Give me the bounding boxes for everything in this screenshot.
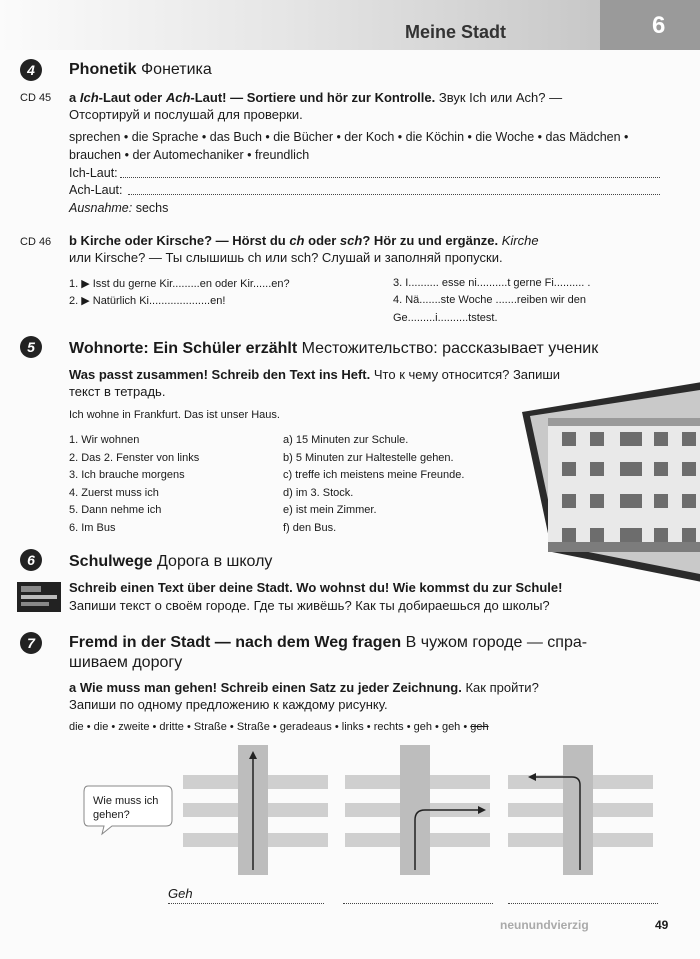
exercise-6-badge: 6: [20, 549, 42, 571]
task-4b-oder: oder: [308, 233, 337, 248]
match-right-b: b) 5 Minuten zur Haltestelle gehen.: [283, 451, 454, 464]
task-4b-end: ? Hör zu und ergänze.: [362, 233, 499, 248]
exception: [69, 201, 168, 215]
word-bank-7-words: die • die • zweite • dritte • Straße • Straße • geradeaus • links • rechts • geh • geh •: [69, 721, 468, 733]
task-4b-ch: ch: [289, 233, 305, 248]
item-3: 3. I.......... esse ni..........t gerne Fi.......... .: [393, 277, 591, 289]
exercise-4-badge: 4: [20, 59, 42, 81]
exercise-6-title-ru: Дорога в школу: [157, 553, 273, 570]
workbook-icon: [17, 582, 61, 612]
match-left-3: 3. Ich brauche morgens: [69, 469, 185, 482]
answer-line-3[interactable]: [508, 903, 658, 904]
task-4b-kirche: Kirche: [501, 233, 539, 248]
task-7a: [69, 680, 539, 695]
match-right-d: d) im 3. Stock.: [283, 486, 354, 499]
task-5-ru2: текст в тетрадь.: [69, 384, 166, 399]
answer-line-2[interactable]: [343, 903, 493, 904]
task-4a-mid2: -Laut! — Sortiere und hör zur Kontrolle.: [190, 90, 436, 105]
item-4: 4. Nä.......ste Woche .......reiben wir den: [393, 294, 586, 306]
exception-word: sechs: [135, 201, 169, 215]
word-list-line1: sprechen • die Sprache • das Buch • die Bücher • der Koch • die Köchin • die Woche • das Mädchen •: [69, 130, 629, 144]
match-left-2: 2. Das 2. Fenster von links: [69, 451, 200, 464]
chapter-box: [600, 0, 700, 50]
street-map-2: [345, 745, 490, 875]
footer-page-number: 49: [655, 918, 669, 932]
street-map-1: [183, 745, 328, 875]
exercise-4-heading: [69, 61, 212, 79]
task-5-intro: Ich wohne in Frankfurt. Das ist unser Haus.: [69, 409, 280, 421]
exercise-4-title-ru: Фонетика: [141, 61, 212, 78]
chapter-number: 6: [652, 12, 666, 39]
task-4b-sch: sch: [339, 233, 363, 248]
word-bank-7: [69, 721, 489, 733]
task-7a-text: a Wie muss man gehen! Schreib einen Satz zu jeder Zeichnung.: [69, 680, 462, 695]
ach-laut-label: Ach-Laut:: [69, 183, 123, 197]
page-title: Meine Stadt: [405, 22, 507, 42]
cd-label-b: CD 46: [20, 236, 52, 248]
task-4b-text: b Kirche oder Kirsche? — Hörst du: [69, 233, 286, 248]
match-right-f: f) den Bus.: [283, 521, 337, 534]
item-2: 2. ▶ Natürlich Ki....................en!: [69, 295, 226, 307]
task-4a-mid1: -Laut oder: [98, 90, 163, 105]
exercise-7-title-ru2: шиваем дорогу: [69, 654, 183, 671]
exercise-4-title: Phonetik: [69, 61, 137, 78]
task-6-ru: Запиши текст о своём городе. Где ты живёшь? Как ты добираешься до школы?: [69, 598, 550, 613]
task-4a: [69, 90, 669, 105]
match-left-1: 1. Wir wohnen: [69, 434, 140, 446]
exercise-6-heading: [69, 553, 272, 571]
task-5: [69, 367, 560, 382]
street-map-3: [508, 745, 653, 875]
match-left-5: 5. Dann nehme ich: [69, 504, 162, 517]
exercise-5-title: Wohnorte: Ein Schüler erzählt: [69, 340, 298, 357]
word-list-line2: brauchen • der Automechaniker • freundlich: [69, 148, 310, 162]
exercise-6-title: Schulwege: [69, 553, 153, 570]
task-5-ru: Что к чему относится? Запиши: [373, 367, 561, 382]
header-band: [0, 0, 700, 50]
exercise-7-heading: [69, 634, 587, 652]
ich-laut-label: Ich-Laut:: [69, 166, 118, 180]
task-4a-ru: Звук Ich или Ach? —: [438, 90, 563, 105]
exercise-7-title-ru: В чужом городе — спра-: [405, 634, 588, 651]
match-left-4: 4. Zuerst muss ich: [69, 486, 159, 499]
ich-laut-answer-line[interactable]: [120, 177, 660, 178]
apartment-building-image: [522, 382, 700, 582]
word-bank-7-struck: geh: [470, 721, 489, 733]
task-4a-letter: a: [69, 90, 77, 105]
exercise-5-badge: 5: [20, 336, 42, 358]
task-4a-ach: Ach: [165, 90, 191, 105]
task-5-text: Was passt zusammen! Schreib den Text ins Heft.: [69, 367, 371, 382]
exercise-5-heading: [69, 340, 598, 358]
task-4a-ru2: Отсортируй и послушай для проверки.: [69, 107, 303, 122]
task-4b-ru: или Kirsche? — Ты слышишь ch или sch? Слушай и заполняй пропуски.: [69, 250, 503, 265]
match-left-column: [69, 432, 199, 538]
footer-page-word: neunundvierzig: [500, 918, 589, 932]
answer-start-geh: Geh: [168, 886, 193, 901]
exception-label: Ausnahme:: [69, 201, 133, 215]
task-4a-ich: Ich: [79, 90, 99, 105]
match-right-e: e) ist mein Zimmer.: [283, 504, 377, 517]
match-right-a: a) 15 Minuten zur Schule.: [283, 434, 409, 446]
task-7a-ru2: Запиши по одному предложению к каждому рисунку.: [69, 697, 388, 712]
match-right-c: c) treffe ich meistens meine Freunde.: [283, 469, 465, 482]
item-4-cont: Ge.........i..........tstest.: [393, 312, 498, 324]
match-right-column: [283, 432, 464, 538]
item-1: 1. ▶ Isst du gerne Kir.........en oder Kir......en?: [69, 278, 290, 290]
cd-label-a: CD 45: [20, 92, 52, 104]
task-6: Schreib einen Text über deine Stadt. Wo wohnst du! Wie kommst du zur Schule!: [69, 580, 563, 595]
answer-line-1[interactable]: [168, 903, 324, 904]
task-4b: [69, 233, 669, 248]
task-7a-ru: Как пройти?: [465, 680, 539, 695]
match-left-6: 6. Im Bus: [69, 521, 116, 534]
exercise-7-badge: 7: [20, 632, 42, 654]
exercise-7-title: Fremd in der Stadt — nach dem Weg fragen: [69, 634, 402, 651]
ach-laut-answer-line[interactable]: [128, 194, 660, 195]
exercise-5-title-ru: Местожительство: рассказывает ученик: [301, 340, 599, 357]
speech-bubble-text: Wie muss ich gehen?: [93, 795, 159, 821]
